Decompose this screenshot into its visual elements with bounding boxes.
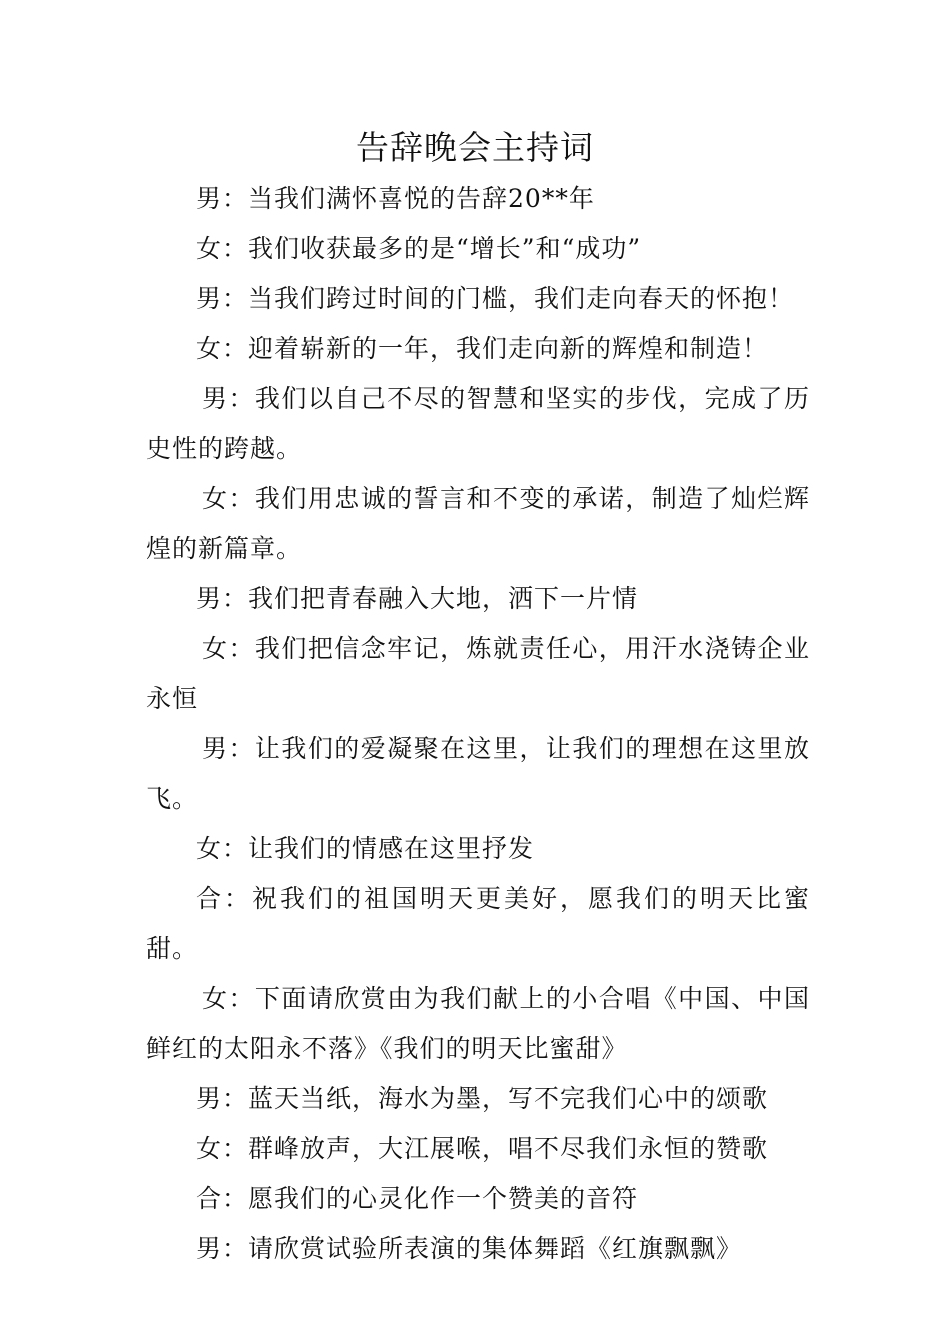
paragraph: 男：我们把青春融入大地，洒下一片情 bbox=[196, 584, 639, 613]
paragraph: 女：我们把信念牢记，炼就责任心，用汗水浇铸企业永恒 bbox=[146, 634, 810, 713]
paragraph: 男：让我们的爱凝聚在这里，让我们的理想在这里放飞。 bbox=[146, 734, 810, 813]
paragraph: 女：我们收获最多的是“增长”和“成功” bbox=[196, 234, 642, 263]
paragraph: 男：蓝天当纸，海水为墨，写不完我们心中的颂歌 bbox=[196, 1084, 769, 1113]
paragraph: 女：下面请欣赏由为我们献上的小合唱《中国、中国鲜红的太阳永不落》《我们的明天比蜜甜》 bbox=[146, 984, 810, 1063]
paragraph: 女：迎着崭新的一年，我们走向新的辉煌和制造！ bbox=[196, 334, 769, 363]
paragraph: 合：祝我们的祖国明天更美好，愿我们的明天比蜜甜。 bbox=[146, 884, 810, 963]
paragraph: 女：我们用忠诚的誓言和不变的承诺，制造了灿烂辉煌的新篇章。 bbox=[146, 484, 810, 563]
paragraph: 男：我们以自己不尽的智慧和坚实的步伐，完成了历史性的跨越。 bbox=[146, 384, 810, 463]
document-title: 告辞晚会主持词 bbox=[356, 128, 594, 167]
paragraph: 女：让我们的情感在这里抒发 bbox=[196, 834, 535, 863]
paragraph: 女：群峰放声，大江展喉，唱不尽我们永恒的赞歌 bbox=[196, 1134, 769, 1163]
paragraph: 合：愿我们的心灵化作一个赞美的音符 bbox=[196, 1184, 639, 1213]
paragraph: 男：当我们满怀喜悦的告辞20**年 bbox=[196, 184, 595, 213]
paragraph: 男：请欣赏试验所表演的集体舞蹈《红旗飘飘》 bbox=[196, 1234, 743, 1263]
paragraph: 男：当我们跨过时间的门槛，我们走向春天的怀抱！ bbox=[196, 284, 795, 313]
document-body bbox=[146, 174, 810, 1274]
